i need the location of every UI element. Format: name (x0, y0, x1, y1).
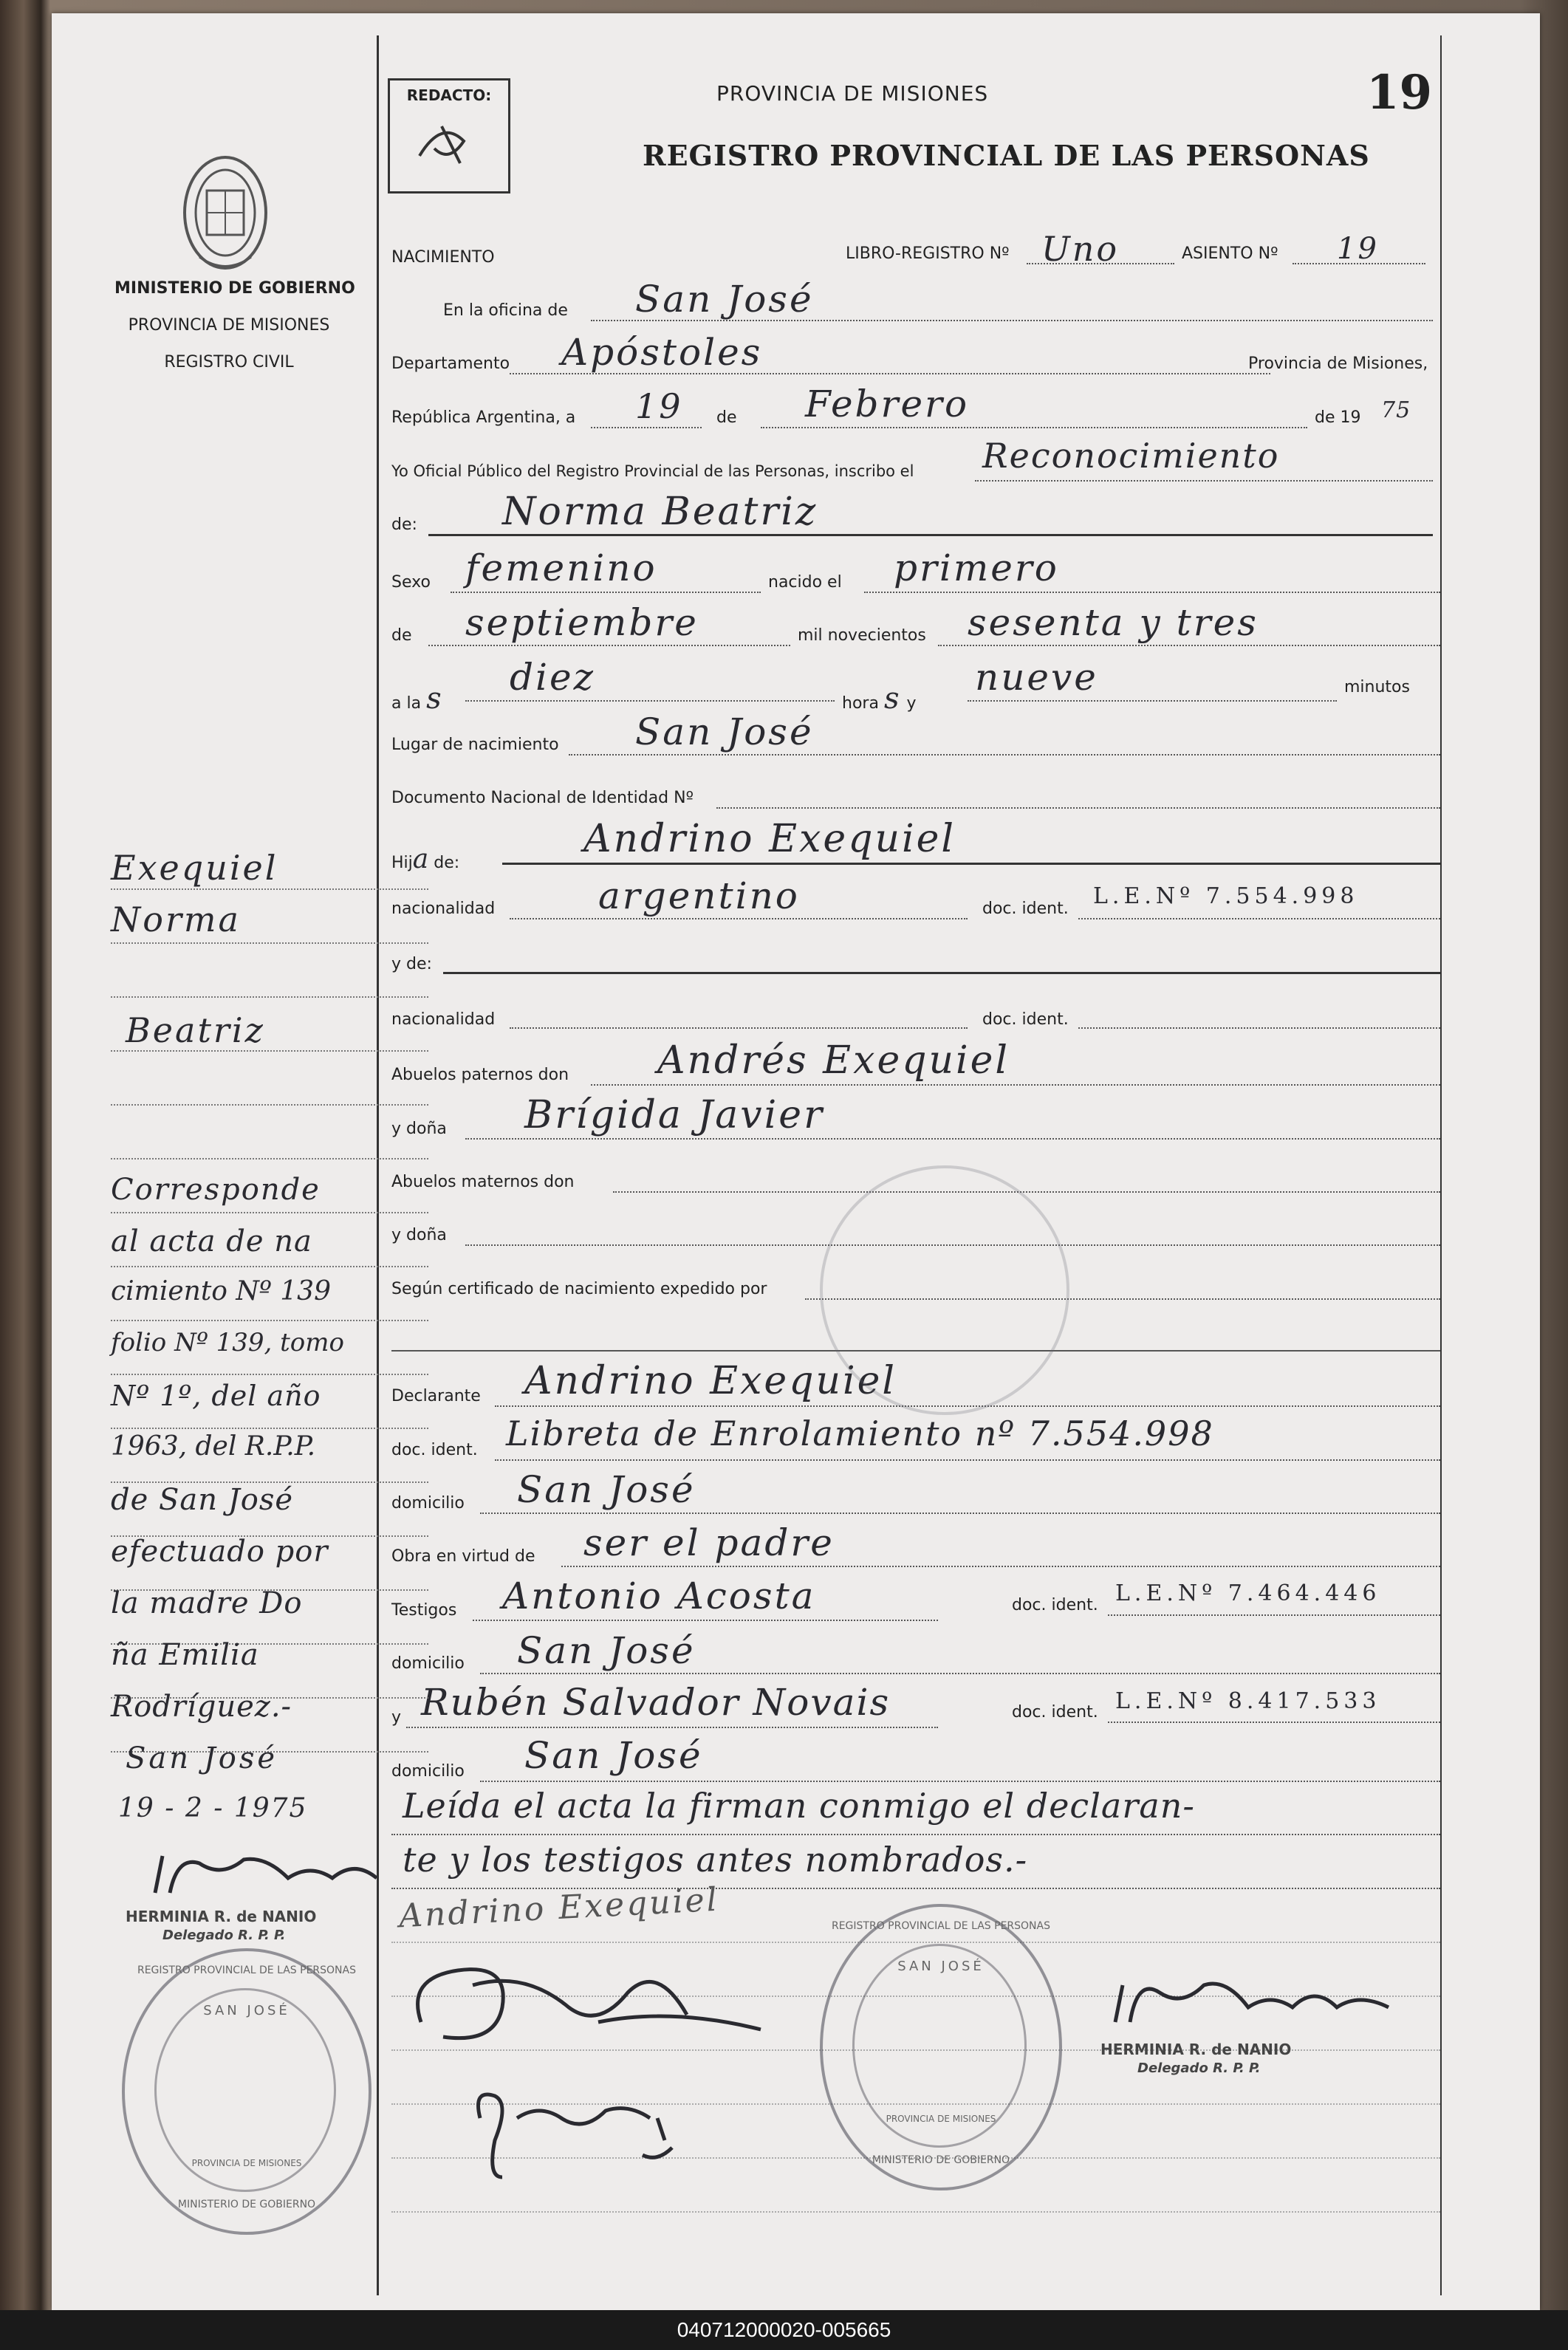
domicilio-line (480, 1513, 1440, 1514)
domicilio2-value: San José (517, 1629, 696, 1672)
margin-note-line: folio Nº 139, tomo (111, 1328, 344, 1357)
nacionalidad-label: nacionalidad (391, 900, 496, 918)
provincia-label: Provincia de Misiones, (1248, 354, 1428, 373)
yde-line (443, 972, 1440, 974)
faint-seal-middle (820, 1165, 1069, 1415)
libro-label: LIBRO-REGISTRO Nº (846, 244, 1010, 263)
official-seal-right (820, 1904, 1062, 2190)
asiento-line (1293, 263, 1425, 264)
lugar-label: Lugar de nacimiento (391, 736, 559, 754)
leida-line2: te y los testigos antes nombrados.- (403, 1840, 1028, 1880)
ministry-line2: PROVINCIA DE MISIONES (128, 316, 330, 335)
libro-value: Uno (1041, 229, 1120, 269)
departamento-value: Apóstoles (561, 331, 763, 374)
docident2-line (1078, 1027, 1440, 1029)
official-stamp-role-right: Delegado R. P. P. (1137, 2060, 1261, 2076)
margin-note-line: la madre Do (111, 1586, 303, 1620)
official-signature-right (1100, 1963, 1411, 2044)
margin-line (111, 1320, 428, 1321)
segun-label: Según certificado de nacimiento expedido por (391, 1280, 767, 1298)
nacido-line (864, 592, 1440, 593)
mes-value: Febrero (805, 383, 970, 425)
page-number: 19 (1366, 65, 1433, 120)
docident4-value: L.E.Nº 7.464.446 (1115, 1580, 1381, 1606)
declarante-label: Declarante (391, 1387, 481, 1405)
margin-line (111, 1266, 428, 1267)
margin-note-line: al acta de na (111, 1224, 312, 1258)
nacido-label: nacido el (768, 573, 842, 592)
margin-note-line: efectuado por (111, 1535, 329, 1569)
dia-line (591, 427, 702, 428)
mil-label: mil novecientos (798, 626, 926, 645)
dni-line (716, 807, 1440, 809)
declarant-signature: Andrino Exequiel (397, 1880, 720, 1936)
mes-nac-line (428, 645, 790, 646)
de3-label: de (391, 626, 412, 645)
libro-line (1027, 263, 1174, 264)
official-stamp-name-right: HERMINIA R. de NANIO (1100, 2041, 1292, 2058)
padre-value: Andrino Exequiel (583, 817, 956, 861)
margin-note-line: Corresponde (111, 1173, 321, 1207)
republica-label: República Argentina, a (391, 408, 576, 427)
de2-label: de: (391, 515, 417, 534)
margin-line (111, 1374, 428, 1375)
abuela-p-value: Brígida Javier (524, 1093, 824, 1137)
docident5-label: doc. ident. (1012, 1703, 1098, 1722)
oficial-line (975, 480, 1433, 482)
testigo1-line (473, 1620, 938, 1621)
margin-line (111, 1212, 428, 1213)
seal-mid-text: PROVINCIA DE MISIONES (191, 2158, 302, 2168)
testigo1-value: Antonio Acosta (502, 1575, 816, 1617)
docident3-line (495, 1459, 1440, 1461)
mes-line (761, 427, 1307, 428)
witness-signature-1 (377, 1941, 790, 2074)
docident3-label: doc. ident. (391, 1441, 478, 1459)
hij-text: Hij (391, 854, 413, 872)
seal-bottom-text: MINISTERIO DE GOBIERNO (177, 2199, 316, 2210)
de-label: de (716, 408, 737, 427)
witness-signature-2 (465, 2074, 702, 2192)
nombre-value: Norma Beatriz (502, 490, 818, 534)
y-text: y (906, 694, 917, 713)
abuelos-m-line (613, 1191, 1440, 1193)
hij-de: de: (434, 854, 460, 872)
lugar-value: San José (635, 710, 814, 753)
ala-text: a la (391, 694, 422, 713)
margin-note-line: cimiento Nº 139 (111, 1276, 331, 1306)
departamento-label: Departamento (391, 354, 510, 373)
anio-label: de 19 (1315, 408, 1361, 427)
asiento-label: ASIENTO Nº (1182, 244, 1278, 263)
seal-bottom-text: MINISTERIO DE GOBIERNO (872, 2154, 1010, 2166)
oficina-line (591, 320, 1433, 321)
lugar-line (569, 754, 1440, 756)
docident-value: L.E.Nº 7.554.998 (1093, 883, 1359, 909)
abuela-p-line (465, 1138, 1440, 1140)
abuelo-p-value: Andrés Exequiel (657, 1038, 1010, 1083)
ministry-emblem (177, 146, 273, 279)
nacionalidad-value: argentino (598, 874, 800, 917)
departamento-line (510, 373, 1270, 374)
minutos-label: minutos (1344, 678, 1410, 696)
hora-text: hora (842, 694, 879, 713)
docident-label: doc. ident. (982, 900, 1069, 918)
oficial-value: Reconocimiento (982, 436, 1280, 476)
oficial-label: Yo Oficial Público del Registro Provincial de las Personas, inscribo el (391, 462, 914, 480)
margin-line (111, 1050, 428, 1052)
docident2-label: doc. ident. (982, 1010, 1069, 1029)
domicilio3-label: domicilio (391, 1762, 465, 1781)
seal-top-text: SAN JOSÉ (203, 2003, 290, 2018)
archive-id-bar (0, 2310, 1568, 2350)
margin-note-line: Beatriz (126, 1010, 265, 1050)
ministry-line1: MINISTERIO DE GOBIERNO (114, 279, 355, 298)
domicilio-label: domicilio (391, 1494, 465, 1513)
dia-value: 19 (635, 386, 683, 426)
nacionalidad2-label: nacionalidad (391, 1010, 496, 1029)
obra-value: ser el padre (583, 1521, 835, 1564)
document-page (52, 13, 1540, 2310)
margin-note-line: Nº 1º, del año (111, 1380, 321, 1412)
official-signature-left (140, 1841, 391, 1908)
nacionalidad2-line (510, 1027, 968, 1029)
leida-line1: Leída el acta la firman conmigo el declaran- (403, 1786, 1195, 1826)
margin-note-line: de San José (111, 1483, 294, 1517)
hora-suffix: s (883, 682, 902, 716)
obra-label: Obra en virtud de (391, 1547, 535, 1566)
ydona-label: y doña (391, 1120, 447, 1138)
official-stamp-name-left: HERMINIA R. de NANIO (126, 1908, 317, 1925)
margin-note-line: Norma (111, 900, 241, 939)
domicilio2-line (480, 1673, 1440, 1674)
archive-id: 040712000020-005665 (677, 2318, 891, 2341)
margin-note-line: ña Emilia (111, 1638, 259, 1672)
sexo-line (451, 592, 761, 593)
nacido-value: primero (894, 547, 1059, 589)
obra-line (561, 1566, 1440, 1567)
ministry-line3: REGISTRO CIVIL (164, 353, 294, 371)
right-border (1440, 35, 1442, 2295)
docident5-value: L.E.Nº 8.417.533 (1115, 1688, 1381, 1714)
yde-label: y de: (391, 955, 432, 973)
domicilio3-value: San José (524, 1734, 703, 1777)
min-value: nueve (975, 656, 1098, 699)
docident4-label: doc. ident. (1012, 1596, 1098, 1614)
nombre-line (428, 534, 1433, 536)
declarante-value: Andrino Exequiel (524, 1359, 897, 1403)
sexo-label: Sexo (391, 573, 431, 592)
margin-note-line: 19 - 2 - 1975 (118, 1793, 308, 1823)
nacimiento-label: NACIMIENTO (391, 248, 495, 267)
anio-nac-value: sesenta y tres (968, 601, 1259, 644)
hora-line (465, 700, 835, 702)
ydona2-label: y doña (391, 1226, 447, 1244)
testigo2-value: Rubén Salvador Novais (421, 1681, 891, 1724)
sexo-value: femenino (465, 547, 657, 589)
docident5-line (1108, 1722, 1440, 1723)
seal-ring-text: REGISTRO PROVINCIAL DE LAS PERSONAS (831, 1920, 1050, 1932)
asiento-value: 19 (1337, 232, 1379, 266)
testigos-label: Testigos (391, 1601, 457, 1620)
header-title: REGISTRO PROVINCIAL DE LAS PERSONAS (643, 139, 1370, 172)
ala-suffix: s (426, 682, 444, 716)
official-stamp-role-left: Delegado R. P. P. (162, 1928, 286, 1943)
seal-ring-text: REGISTRO PROVINCIAL DE LAS PERSONAS (137, 1964, 356, 1976)
padre-line (502, 863, 1440, 865)
margin-note-line: Rodríguez.- (111, 1690, 292, 1724)
abuelo-p-line (591, 1084, 1440, 1086)
margin-line (111, 1104, 428, 1106)
dni-label: Documento Nacional de Identidad Nº (391, 789, 694, 807)
domicilio2-label: domicilio (391, 1654, 465, 1673)
margin-line (111, 1428, 428, 1429)
min-line (968, 700, 1337, 702)
margin-note-line: Exequiel (111, 848, 278, 888)
docident3-value: Libreta de Enrolamiento nº 7.554.998 (506, 1414, 1214, 1453)
redacto-box (388, 78, 510, 193)
margin-line (111, 1158, 428, 1159)
abuelos-p-label: Abuelos paternos don (391, 1066, 569, 1084)
ala-label (391, 682, 444, 716)
margin-note-line: 1963, del R.P.P. (111, 1431, 316, 1462)
redacto-label: REDACTO: (406, 86, 492, 104)
margin-line (111, 942, 428, 944)
seal-top-text: SAN JOSÉ (897, 1959, 985, 1974)
seal-mid-text: PROVINCIA DE MISIONES (886, 2114, 996, 2124)
official-seal-left (122, 1948, 372, 2235)
nacionalidad-line (510, 918, 968, 919)
header-province: PROVINCIA DE MISIONES (716, 81, 989, 106)
anio-nac-line (938, 645, 1440, 646)
oficina-label: En la oficina de (443, 301, 568, 320)
hora-value: diez (510, 656, 595, 699)
leida-line1-rule (391, 1834, 1440, 1835)
domicilio-value: San José (517, 1468, 696, 1511)
docident-line (1078, 918, 1440, 919)
docident4-line (1108, 1614, 1440, 1616)
testigo2-line (406, 1727, 938, 1728)
hora-label (842, 682, 917, 716)
margin-note-line: San José (126, 1741, 278, 1775)
abuelos-m-label: Abuelos maternos don (391, 1173, 575, 1191)
redacto-initial (390, 104, 508, 178)
anio-value: 75 (1381, 397, 1411, 423)
margin-line (111, 996, 428, 998)
margin-line (111, 888, 428, 890)
oficina-value: San José (635, 278, 814, 321)
ruled-line (391, 2211, 1440, 2213)
y2-label: y (391, 1708, 402, 1727)
mes-nac-value: septiembre (465, 601, 699, 644)
hij-suffix: a (412, 844, 429, 874)
domicilio3-line (480, 1781, 1440, 1782)
